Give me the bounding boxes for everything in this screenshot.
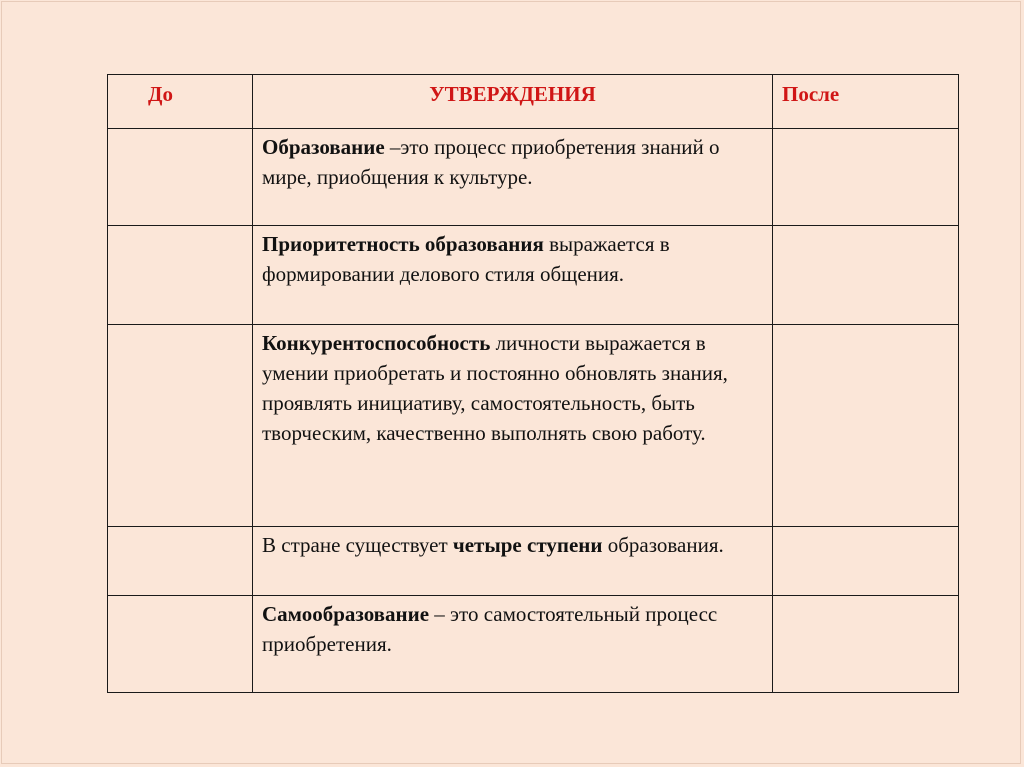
after-cell[interactable] [773, 527, 959, 596]
statement-cell [253, 596, 773, 693]
statement-cell [253, 226, 773, 325]
statement-text: личности выражается в умении приобретать и постоянно обновлять знания, проявлять инициативу, самостоятельность, быть творческим, качественно выполнять свою работу. [262, 331, 728, 445]
statement-term: Самообразование [262, 602, 430, 626]
statement-row [108, 527, 959, 596]
before-cell[interactable] [108, 596, 253, 693]
header-before: До [108, 75, 253, 129]
header-statements: УТВЕРЖДЕНИЯ [253, 75, 773, 129]
statement-term: Приоритетность образования [262, 232, 544, 256]
statements-table [107, 74, 959, 693]
statement-text: выражается в формировании делового стиля общения. [262, 232, 670, 286]
statement-cell [253, 129, 773, 226]
statement-row [108, 596, 959, 693]
statement-text: образования. [602, 533, 724, 557]
before-cell[interactable] [108, 325, 253, 527]
statement-text: – это самостоятельный процесс приобретения. [262, 602, 718, 656]
statement-row [108, 129, 959, 226]
statement-cell [253, 325, 773, 527]
statement-row [108, 226, 959, 325]
header-row [108, 75, 959, 129]
after-cell[interactable] [773, 226, 959, 325]
header-after: После [773, 75, 959, 129]
after-cell[interactable] [773, 129, 959, 226]
after-cell[interactable] [773, 596, 959, 693]
before-cell[interactable] [108, 527, 253, 596]
before-cell[interactable] [108, 129, 253, 226]
statement-row [108, 325, 959, 527]
statement-term: Конкурентоспособность [262, 331, 491, 355]
before-cell[interactable] [108, 226, 253, 325]
statement-term: четыре ступени [452, 533, 603, 557]
statement-prefix: В стране существует [262, 533, 453, 557]
after-cell[interactable] [773, 325, 959, 527]
statement-text: –это процесс приобретения знаний о мире, приобщения к культуре. [262, 135, 720, 189]
statement-cell [253, 527, 773, 596]
statement-term: Образование [262, 135, 385, 159]
